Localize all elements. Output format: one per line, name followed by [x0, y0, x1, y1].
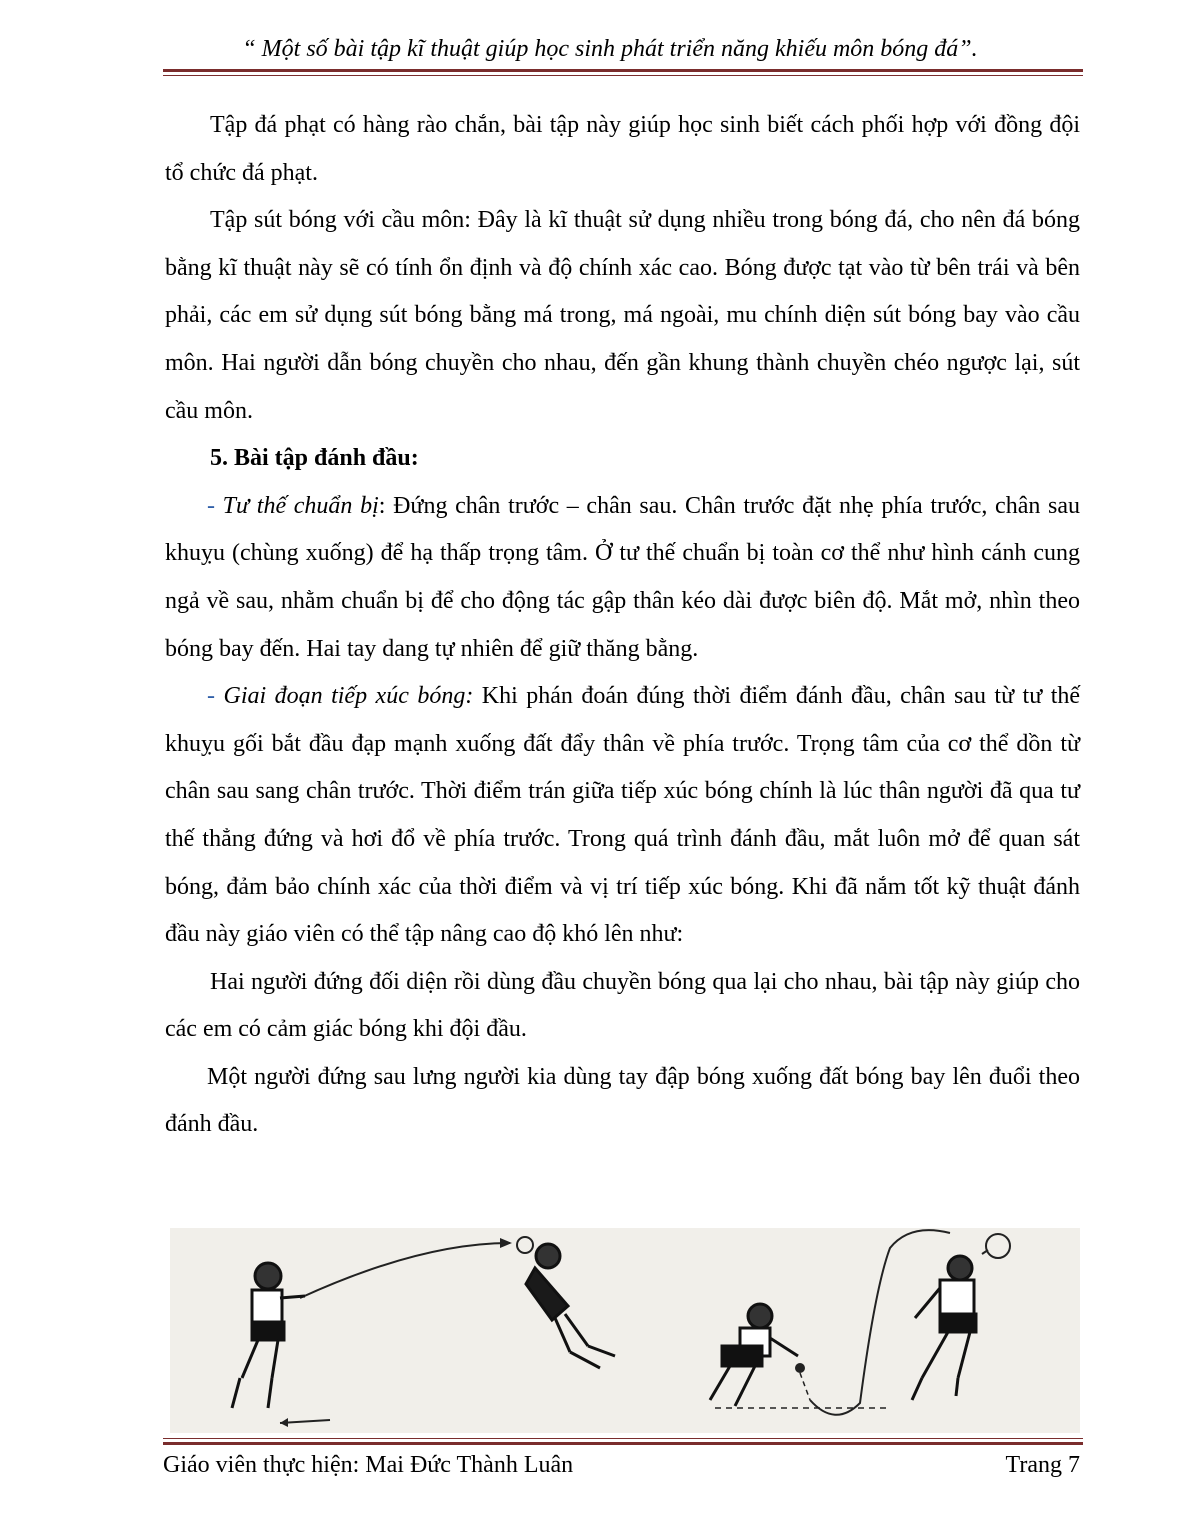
illustration-svg — [170, 1228, 1080, 1433]
paragraph-bounce-heading: Một người đứng sau lưng người kia dùng tay đập bóng xuống đất bóng bay lên đuổi theo đánh đầu. — [165, 1063, 1080, 1138]
bounce-arc — [810, 1230, 950, 1415]
ready-position-text: : Đứng chân trước – chân sau. Chân trước đặt nhẹ phía trước, chân sau khuỵu (chùng xuống) để hạ thấp trọng tâm. Ở tư thế chuẩn bị toàn cơ thể như hình cánh cung ngả về sau, nhằm chuẩn bị để cho động tác gập thân kéo dài được biên độ. Mắt mở, nhìn theo bóng bay đến. Hai tay dang tự nhiên để giữ thăng bằng. — [165, 492, 1081, 662]
header-title: “ Một số bài tập kĩ thuật giúp học sinh phát triển năng khiếu môn bóng đá”. — [242, 36, 978, 62]
section-heading-heading-drill: 5. Bài tập đánh đầu: — [210, 445, 419, 472]
footer-rule-thin — [163, 1438, 1083, 1439]
ball-2 — [795, 1363, 805, 1373]
bullet-dash: - — [207, 683, 215, 710]
header-rule-thick — [163, 69, 1083, 72]
header-rule-thin — [163, 75, 1083, 76]
paragraph-pair-heading: Hai người đứng đối diện rồi dùng đầu chuyền bóng qua lại cho nhau, bài tập này giúp cho các em có cảm giác bóng khi đội đầu. — [165, 968, 1080, 1043]
bullet-dash: - — [207, 492, 215, 519]
player-thrower — [232, 1263, 305, 1408]
footer-teacher: Giáo viên thực hiện: Mai Đức Thành Luân — [163, 1452, 574, 1478]
term-ready-position: Tư thế chuẩn bị — [222, 492, 379, 519]
paragraph-free-kick: Tập đá phạt có hàng rào chắn, bài tập này giúp học sinh biết cách phối hợp với đồng đội tổ chức đá phạt. — [165, 112, 1080, 186]
ball-path-arrow — [500, 1238, 512, 1248]
document-body — [165, 102, 1080, 1149]
bounce-down — [800, 1373, 810, 1400]
paragraph-contact-phase — [165, 673, 1080, 959]
term-contact-phase: Giai đoạn tiếp xúc bóng: — [223, 683, 474, 710]
paragraph-ready-position — [165, 483, 1080, 673]
heading-drill-illustration — [170, 1228, 1080, 1433]
player-heading — [912, 1256, 976, 1400]
player-jumping — [526, 1244, 615, 1368]
footer-page-number: Trang 7 — [1005, 1452, 1080, 1478]
paragraph-shooting: Tập sút bóng với cầu môn: Đây là kĩ thuật sử dụng nhiều trong bóng đá, cho nên đá bóng bằng kĩ thuật này sẽ có tính ổn định và độ chính xác cao. Bóng được tạt vào từ bên trái và bên phải, các em sử dụng sút bóng bằng má trong, má ngoài, mu chính diện sút bóng bay vào cầu môn. Hai người dẫn bóng chuyền cho nhau, đến gần khung thành chuyền chéo ngược lại, sút cầu môn. — [165, 207, 1080, 424]
contact-phase-text: Khi phán đoán đúng thời điểm đánh đầu, chân sau từ tư thế khuỵu gối bắt đầu đạp mạnh xuống đất đẩy thân về phía trước. Trọng tâm của cơ thể dồn từ chân sau sang chân trước. Thời điểm trán giữa tiếp xúc bóng chính là lúc thân người đã qua tư thế thẳng đứng và hơi đổ về phía trước. Trong quá trình đánh đầu, mắt luôn mở để quan sát bóng, đảm bảo chính xác của thời điểm và vị trí tiếp xúc bóng. Khi đã nắm tốt kỹ thuật đánh đầu này giáo viên có thể tập nâng cao độ khó lên như: — [165, 683, 1081, 948]
ball-1 — [517, 1237, 533, 1253]
footer-rule-thick — [163, 1442, 1083, 1445]
ball-3 — [986, 1234, 1010, 1258]
player-bouncer — [710, 1304, 798, 1406]
movement-arrowhead — [280, 1418, 288, 1427]
ball-path-1 — [300, 1243, 510, 1298]
